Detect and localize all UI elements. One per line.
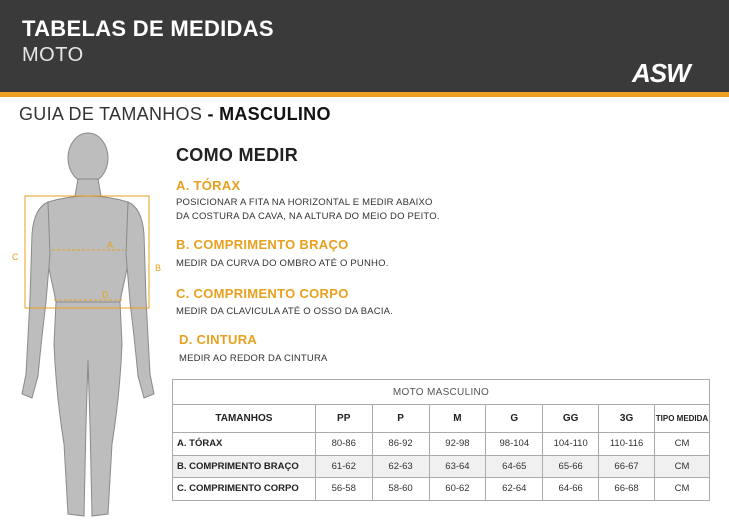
measure-d-line-1: MEDIR AO REDOR DA CINTURA	[179, 353, 328, 364]
table-row	[173, 433, 710, 456]
guide-title-suffix: - MASCULINO	[207, 104, 331, 124]
table-cell: C. COMPRIMENTO CORPO	[173, 478, 316, 501]
measure-a-line-2: DA COSTURA DA CAVA, NA ALTURA DO MEIO DO PEITO.	[176, 211, 440, 222]
column-header: 3G	[599, 405, 655, 433]
table-cell: 98-104	[486, 433, 543, 456]
table-cell: 60-62	[429, 478, 486, 501]
column-header: P	[372, 405, 429, 433]
table-cell: 104-110	[543, 433, 599, 456]
figure-label-a: A	[107, 240, 114, 250]
table-caption: MOTO MASCULINO	[173, 380, 710, 405]
table-row	[173, 478, 710, 501]
page-subtitle: MOTO	[22, 44, 84, 66]
column-header: GG	[543, 405, 599, 433]
table-cell: 66-68	[599, 478, 655, 501]
table-cell: 66-67	[599, 455, 655, 478]
column-header: G	[486, 405, 543, 433]
table-header-row	[173, 405, 710, 433]
figure-label-d: D	[102, 290, 109, 300]
measure-c-title: C. COMPRIMENTO CORPO	[176, 286, 349, 301]
measure-a-text	[176, 196, 440, 224]
measure-c-text	[176, 305, 393, 319]
figure-label-b: B	[155, 263, 162, 273]
table-cell: 62-64	[486, 478, 543, 501]
header-banner	[0, 0, 729, 92]
measure-b-line-1: MEDIR DA CURVA DO OMBRO ATÉ O PUNHO.	[176, 258, 389, 269]
table-cell: 58-60	[372, 478, 429, 501]
size-table	[172, 379, 710, 501]
page-title: TABELAS DE MEDIDAS	[22, 16, 274, 41]
measure-b-title: B. COMPRIMENTO BRAÇO	[176, 237, 349, 252]
table-cell: 61-62	[315, 455, 372, 478]
figure-head	[68, 133, 108, 183]
table-cell: 110-116	[599, 433, 655, 456]
measure-a-line-1: POSICIONAR A FITA NA HORIZONTAL E MEDIR ABAIXO	[176, 197, 433, 208]
table-cell: 86-92	[372, 433, 429, 456]
guide-title	[19, 104, 331, 125]
figure-right-arm	[126, 202, 154, 398]
how-to-measure-title: COMO MEDIR	[176, 145, 298, 165]
measure-d-text	[179, 352, 328, 366]
guide-title-prefix: GUIA DE TAMANHOS	[19, 104, 203, 124]
table-cell: 63-64	[429, 455, 486, 478]
table-cell: B. COMPRIMENTO BRAÇO	[173, 455, 316, 478]
table-cell: 80-86	[315, 433, 372, 456]
measure-d-title: D. CINTURA	[179, 332, 258, 347]
table-cell: 65-66	[543, 455, 599, 478]
table-cell: CM	[655, 478, 710, 501]
figure-torso	[44, 196, 132, 302]
figure-legs	[54, 302, 122, 516]
table-row	[173, 455, 710, 478]
figure-label-c: C	[12, 252, 19, 262]
table-cell: 92-98	[429, 433, 486, 456]
table-cell: 64-65	[486, 455, 543, 478]
measure-c-line-1: MEDIR DA CLAVICULA ATÉ O OSSO DA BACIA.	[176, 306, 394, 317]
figure-neck	[75, 179, 101, 196]
table-cell: 64-66	[543, 478, 599, 501]
table-caption-row	[173, 380, 710, 405]
column-header: PP	[315, 405, 372, 433]
table-cell: CM	[655, 455, 710, 478]
table-cell: CM	[655, 433, 710, 456]
header-accent-stripe	[0, 92, 729, 97]
brand-logo: ASW	[632, 58, 690, 88]
table-cell: 56-58	[315, 478, 372, 501]
column-header: TAMANHOS	[173, 405, 316, 433]
body-silhouette-figure	[8, 124, 168, 524]
measure-a-title: A. TÓRAX	[176, 178, 241, 193]
figure-left-arm	[22, 202, 50, 398]
column-header: M	[429, 405, 486, 433]
table-cell: A. TÓRAX	[173, 433, 316, 456]
table-cell: 62-63	[372, 455, 429, 478]
measure-b-text	[176, 257, 389, 271]
column-header: TIPO MEDIDA	[655, 405, 710, 433]
